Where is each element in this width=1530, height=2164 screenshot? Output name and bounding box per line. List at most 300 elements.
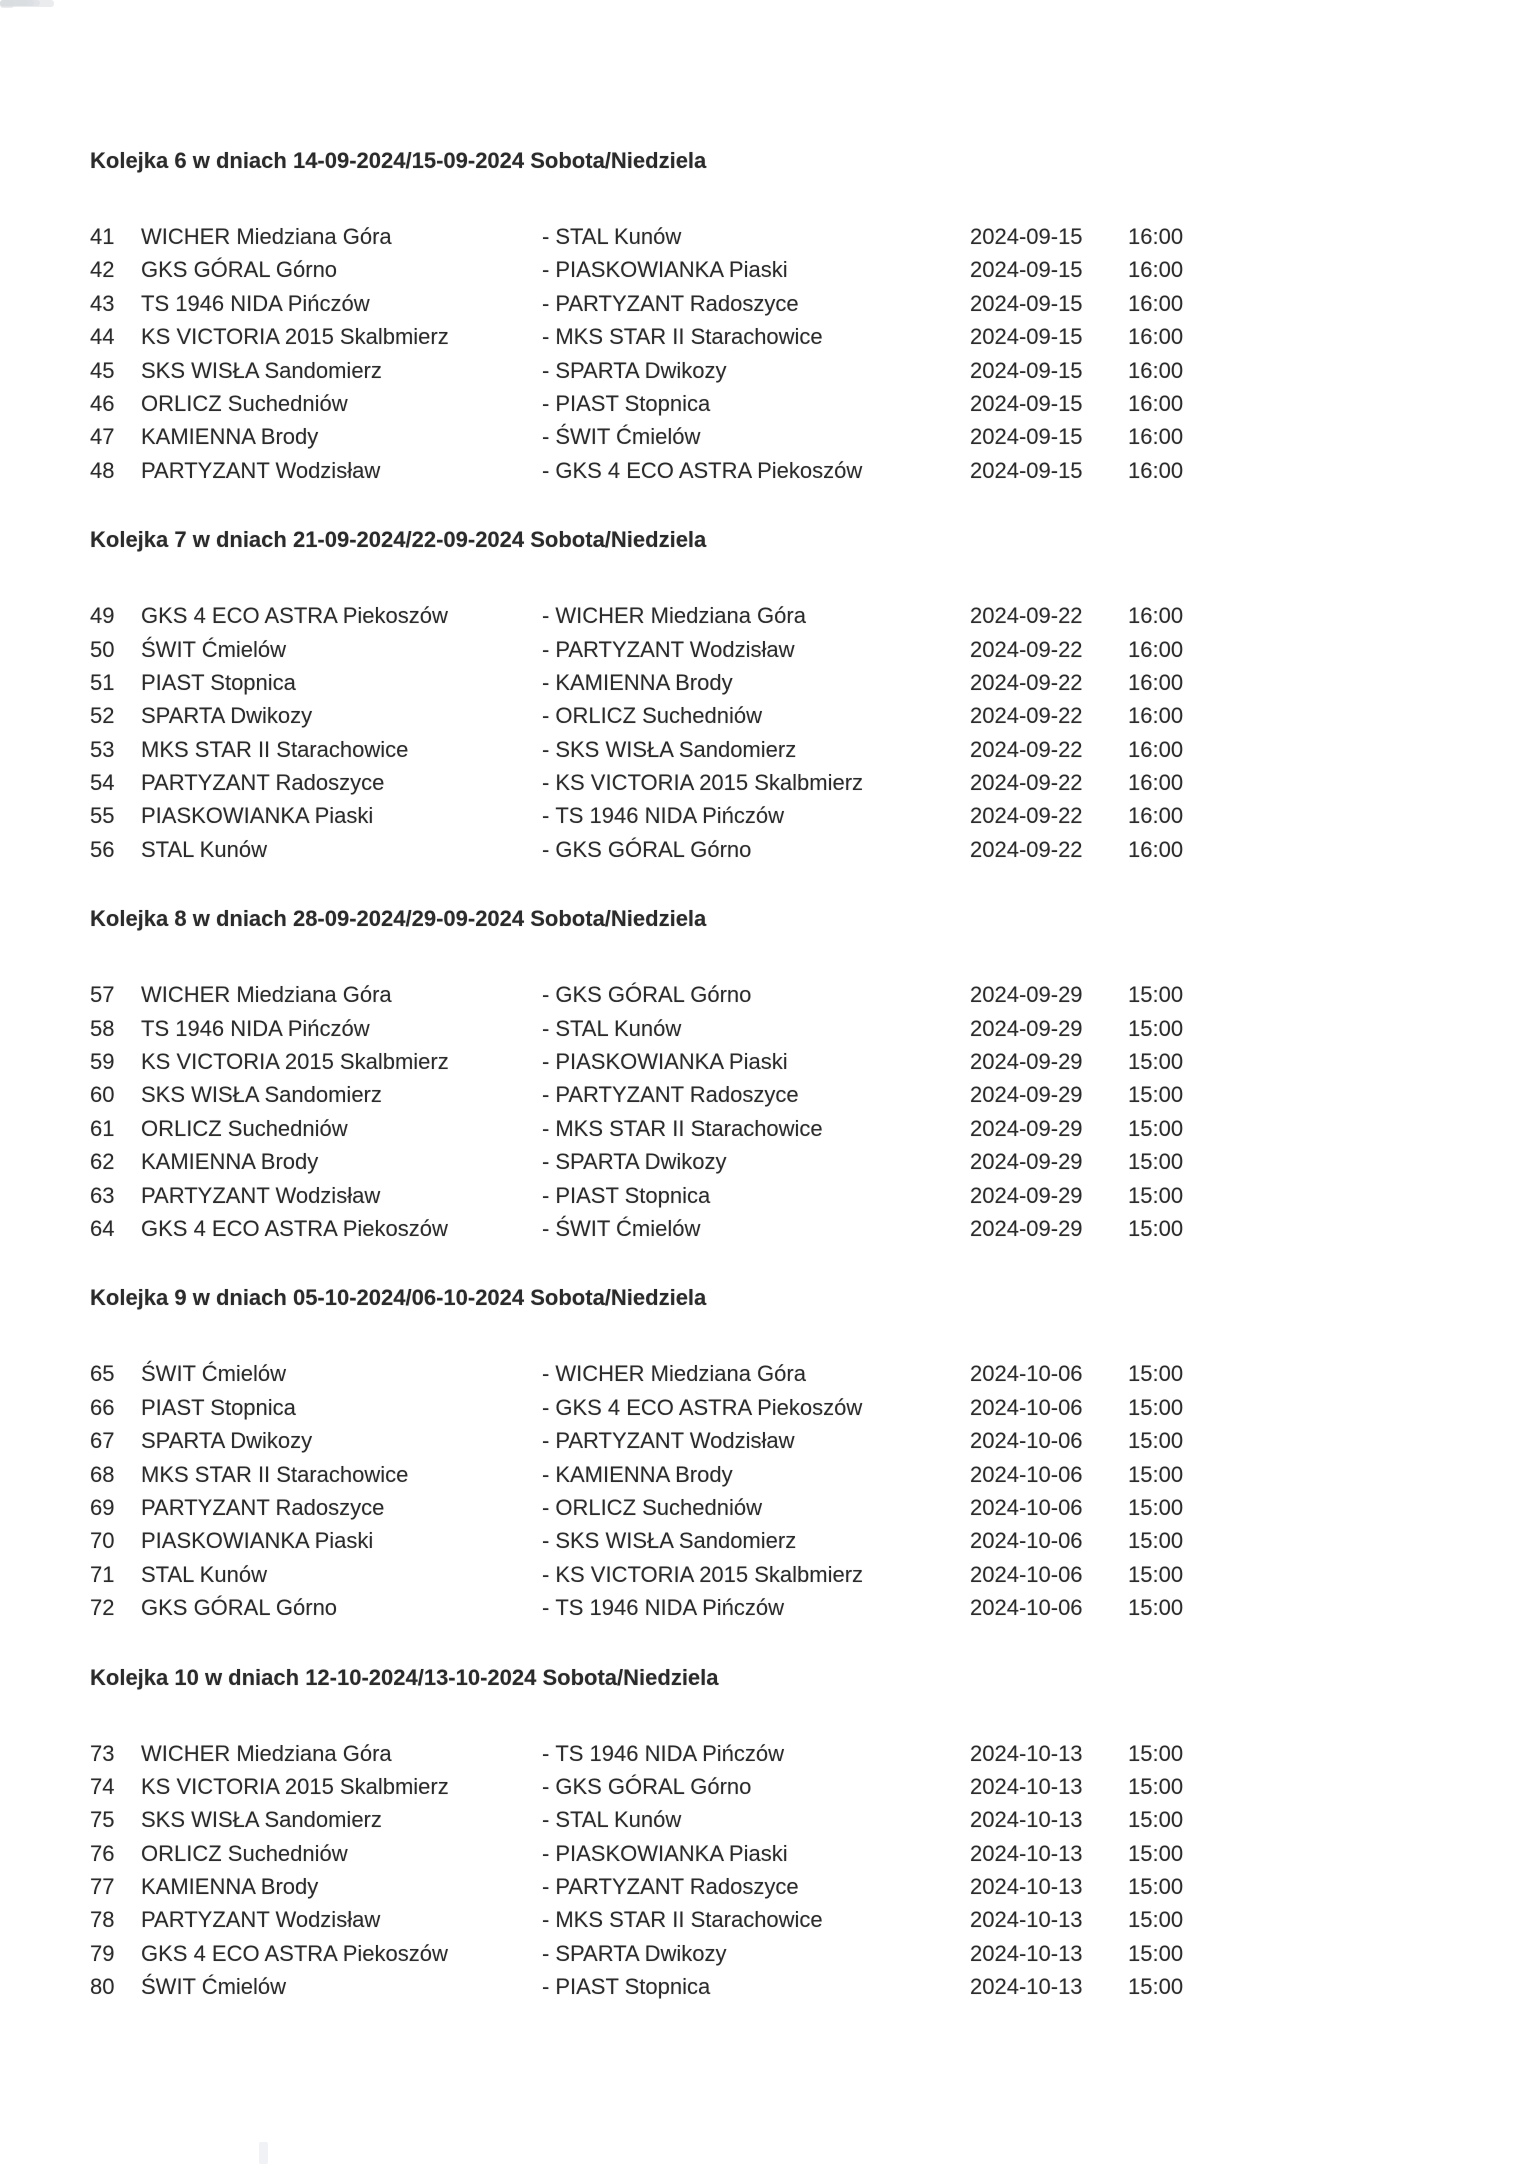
home-cell xyxy=(90,320,449,353)
match-row xyxy=(90,220,1450,253)
match-time: 15:00 xyxy=(1128,1974,1184,2000)
round-title: Kolejka 9 w dniach 05-10-2024/06-10-2024 Sobota/Niedziela xyxy=(90,1285,707,1311)
home-cell xyxy=(90,666,296,699)
match-row xyxy=(90,1903,1450,1936)
dash-separator: - xyxy=(542,1428,550,1454)
match-row xyxy=(90,699,1450,732)
home-team: WICHER Miedziana Góra xyxy=(141,982,392,1008)
dash-separator: - xyxy=(542,669,550,695)
match-time: 16:00 xyxy=(1128,636,1184,662)
match-row xyxy=(90,1012,1450,1045)
dash-separator: - xyxy=(542,1595,550,1621)
dash-separator: - xyxy=(542,424,550,450)
home-team: PARTYZANT Radoszyce xyxy=(141,770,385,796)
match-time: 15:00 xyxy=(1128,982,1184,1008)
home-cell xyxy=(90,1424,312,1457)
match-row xyxy=(90,799,1450,832)
home-cell xyxy=(90,1391,296,1424)
match-row xyxy=(90,1591,1450,1624)
dash-separator: - xyxy=(542,1840,550,1866)
away-cell xyxy=(542,633,795,666)
match-row xyxy=(90,666,1450,699)
match-date: 2024-10-06 xyxy=(970,1428,1083,1454)
away-cell xyxy=(542,253,788,286)
away-cell xyxy=(542,799,784,832)
home-cell xyxy=(90,599,448,632)
home-team: PARTYZANT Wodzisław xyxy=(141,1182,381,1208)
dash-separator: - xyxy=(542,390,550,416)
match-row xyxy=(90,1112,1450,1145)
dash-separator: - xyxy=(542,636,550,662)
home-team: KAMIENNA Brody xyxy=(141,424,319,450)
match-time: 16:00 xyxy=(1128,424,1184,450)
away-team: ORLICZ Suchedniów xyxy=(555,703,762,729)
match-row xyxy=(90,253,1450,286)
match-number: 48 xyxy=(90,457,115,483)
match-date: 2024-09-15 xyxy=(970,224,1083,249)
away-cell xyxy=(542,833,751,866)
match-date: 2024-10-06 xyxy=(970,1595,1083,1621)
match-number: 78 xyxy=(90,1907,115,1933)
away-cell xyxy=(542,1045,788,1078)
away-cell xyxy=(542,1491,762,1524)
away-team: ŚWIT Ćmielów xyxy=(555,1215,701,1241)
away-cell xyxy=(542,1770,751,1803)
match-date: 2024-09-15 xyxy=(970,357,1083,383)
away-cell xyxy=(542,1212,700,1245)
dash-separator: - xyxy=(542,603,550,629)
match-time: 15:00 xyxy=(1128,1115,1184,1141)
away-team: TS 1946 NIDA Pińczów xyxy=(555,1595,784,1621)
match-row xyxy=(90,1145,1450,1178)
match-number: 59 xyxy=(90,1049,115,1075)
round-title: Kolejka 10 w dniach 12-10-2024/13-10-2024 Sobota/Niedziela xyxy=(90,1664,719,1690)
home-cell xyxy=(90,1491,384,1524)
match-list xyxy=(90,1357,1450,1624)
home-team: SKS WISŁA Sandomierz xyxy=(141,1807,382,1833)
away-team: SKS WISŁA Sandomierz xyxy=(555,736,797,762)
home-cell xyxy=(90,220,392,253)
round-section xyxy=(90,1285,1450,1624)
match-date: 2024-09-29 xyxy=(970,1082,1083,1108)
match-time: 16:00 xyxy=(1128,669,1184,695)
match-row xyxy=(90,1737,1450,1770)
match-date: 2024-09-22 xyxy=(970,703,1083,729)
away-team: KS VICTORIA 2015 Skalbmierz xyxy=(555,1561,864,1587)
match-time: 16:00 xyxy=(1128,736,1184,762)
match-date: 2024-09-15 xyxy=(970,457,1083,483)
away-team: PIASKOWIANKA Piaski xyxy=(555,1049,788,1075)
home-team: MKS STAR II Starachowice xyxy=(141,1461,409,1487)
match-list xyxy=(90,220,1450,487)
home-cell xyxy=(90,633,286,666)
away-team: STAL Kunów xyxy=(555,1807,682,1833)
match-date: 2024-10-13 xyxy=(970,1940,1083,1966)
dash-separator: - xyxy=(542,1015,550,1041)
home-cell xyxy=(90,1112,348,1145)
match-row xyxy=(90,599,1450,632)
match-row xyxy=(90,1524,1450,1557)
match-date: 2024-10-06 xyxy=(970,1461,1083,1487)
match-number: 69 xyxy=(90,1494,115,1520)
dash-separator: - xyxy=(542,1394,550,1420)
away-team: SKS WISŁA Sandomierz xyxy=(555,1528,797,1554)
match-number: 76 xyxy=(90,1840,115,1866)
match-row xyxy=(90,420,1450,453)
home-cell xyxy=(90,1591,337,1624)
match-row xyxy=(90,287,1450,320)
match-number: 68 xyxy=(90,1461,115,1487)
round-section xyxy=(90,527,1450,866)
away-cell xyxy=(542,1870,799,1903)
match-time: 15:00 xyxy=(1128,1773,1184,1799)
match-date: 2024-09-22 xyxy=(970,636,1083,662)
away-cell xyxy=(542,599,806,632)
match-number: 75 xyxy=(90,1807,115,1833)
match-list xyxy=(90,1737,1450,2004)
away-cell xyxy=(542,320,823,353)
home-team: WICHER Miedziana Góra xyxy=(141,224,392,249)
match-date: 2024-09-29 xyxy=(970,1015,1083,1041)
match-time: 15:00 xyxy=(1128,1428,1184,1454)
dash-separator: - xyxy=(542,1082,550,1108)
away-cell xyxy=(542,1179,710,1212)
match-number: 49 xyxy=(90,603,115,629)
home-team: ORLICZ Suchedniów xyxy=(141,390,348,416)
match-time: 15:00 xyxy=(1128,1595,1184,1621)
match-row xyxy=(90,1212,1450,1245)
match-date: 2024-09-29 xyxy=(970,1049,1083,1075)
away-cell xyxy=(542,1558,863,1591)
match-number: 62 xyxy=(90,1149,115,1175)
scan-artifact xyxy=(259,2142,268,2164)
home-team: PIASKOWIANKA Piaski xyxy=(141,803,374,829)
match-date: 2024-10-13 xyxy=(970,1740,1083,1766)
away-cell xyxy=(542,420,700,453)
dash-separator: - xyxy=(542,1215,550,1241)
round-section xyxy=(90,906,1450,1245)
match-number: 45 xyxy=(90,357,115,383)
match-date: 2024-10-06 xyxy=(970,1494,1083,1520)
match-row xyxy=(90,1870,1450,1903)
round-title: Kolejka 6 w dniach 14-09-2024/15-09-2024 Sobota/Niedziela xyxy=(90,148,707,173)
match-time: 16:00 xyxy=(1128,836,1184,862)
home-cell xyxy=(90,1045,449,1078)
dash-separator: - xyxy=(542,324,550,350)
match-time: 15:00 xyxy=(1128,1082,1184,1108)
match-date: 2024-09-22 xyxy=(970,669,1083,695)
match-number: 52 xyxy=(90,703,115,729)
match-time: 15:00 xyxy=(1128,1394,1184,1420)
home-team: GKS GÓRAL Górno xyxy=(141,257,338,283)
round-section xyxy=(90,148,1450,487)
match-date: 2024-10-13 xyxy=(970,1807,1083,1833)
match-number: 65 xyxy=(90,1361,115,1387)
home-team: STAL Kunów xyxy=(141,836,267,862)
home-cell xyxy=(90,1558,267,1591)
dash-separator: - xyxy=(542,1461,550,1487)
match-row xyxy=(90,1970,1450,2003)
away-cell xyxy=(542,354,726,387)
away-team: SPARTA Dwikozy xyxy=(555,1149,727,1175)
home-cell xyxy=(90,1212,448,1245)
away-team: PARTYZANT Wodzisław xyxy=(555,1428,795,1454)
match-time: 15:00 xyxy=(1128,1740,1184,1766)
match-time: 15:00 xyxy=(1128,1940,1184,1966)
match-date: 2024-09-22 xyxy=(970,736,1083,762)
match-number: 43 xyxy=(90,290,115,316)
away-cell xyxy=(542,1357,806,1390)
away-cell xyxy=(542,287,799,320)
away-cell xyxy=(542,1803,681,1836)
match-number: 63 xyxy=(90,1182,115,1208)
round-title: Kolejka 8 w dniach 28-09-2024/29-09-2024 Sobota/Niedziela xyxy=(90,906,707,932)
home-cell xyxy=(90,1803,382,1836)
away-team: PIASKOWIANKA Piaski xyxy=(555,257,788,283)
match-date: 2024-10-06 xyxy=(970,1528,1083,1554)
away-team: SPARTA Dwikozy xyxy=(555,357,727,383)
dash-separator: - xyxy=(542,1974,550,2000)
home-cell xyxy=(90,1870,318,1903)
away-cell xyxy=(542,1737,784,1770)
away-team: MKS STAR II Starachowice xyxy=(555,1907,823,1933)
dash-separator: - xyxy=(542,736,550,762)
match-number: 61 xyxy=(90,1115,115,1141)
home-cell xyxy=(90,766,384,799)
away-cell xyxy=(542,699,762,732)
home-cell xyxy=(90,978,392,1011)
home-team: GKS GÓRAL Górno xyxy=(141,1595,338,1621)
match-row xyxy=(90,978,1450,1011)
away-cell xyxy=(542,1591,784,1624)
match-time: 15:00 xyxy=(1128,1807,1184,1833)
dash-separator: - xyxy=(542,1049,550,1075)
home-team: ŚWIT Ćmielów xyxy=(141,1974,287,2000)
away-cell xyxy=(542,1937,726,1970)
match-row xyxy=(90,1045,1450,1078)
match-row xyxy=(90,1458,1450,1491)
match-time: 16:00 xyxy=(1128,457,1184,483)
round-section xyxy=(90,1665,1450,2004)
dash-separator: - xyxy=(542,1115,550,1141)
home-team: GKS 4 ECO ASTRA Piekoszów xyxy=(141,1940,448,1966)
home-team: TS 1946 NIDA Pińczów xyxy=(141,1015,370,1041)
match-row xyxy=(90,1391,1450,1424)
home-team: GKS 4 ECO ASTRA Piekoszów xyxy=(141,603,448,629)
away-cell xyxy=(542,1391,862,1424)
match-number: 53 xyxy=(90,736,115,762)
match-time: 15:00 xyxy=(1128,1215,1184,1241)
home-cell xyxy=(90,454,380,487)
match-row xyxy=(90,1558,1450,1591)
dash-separator: - xyxy=(542,803,550,829)
match-row xyxy=(90,354,1450,387)
match-time: 16:00 xyxy=(1128,324,1184,350)
home-team: WICHER Miedziana Góra xyxy=(141,1740,392,1766)
match-row xyxy=(90,1179,1450,1212)
away-team: ORLICZ Suchedniów xyxy=(555,1494,762,1520)
home-cell xyxy=(90,1903,380,1936)
dash-separator: - xyxy=(542,982,550,1008)
home-team: PARTYZANT Radoszyce xyxy=(141,1494,385,1520)
match-number: 46 xyxy=(90,390,115,416)
match-time: 16:00 xyxy=(1128,603,1184,629)
dash-separator: - xyxy=(542,1182,550,1208)
dash-separator: - xyxy=(542,1740,550,1766)
match-row xyxy=(90,1837,1450,1870)
home-cell xyxy=(90,1970,286,2003)
match-number: 41 xyxy=(90,224,115,249)
match-time: 16:00 xyxy=(1128,390,1184,416)
match-number: 56 xyxy=(90,836,115,862)
match-number: 74 xyxy=(90,1773,115,1799)
home-cell xyxy=(90,1357,286,1390)
match-number: 70 xyxy=(90,1528,115,1554)
match-row xyxy=(90,1803,1450,1836)
home-cell xyxy=(90,1458,408,1491)
away-team: STAL Kunów xyxy=(555,224,682,249)
match-number: 79 xyxy=(90,1940,115,1966)
away-cell xyxy=(542,978,751,1011)
match-list xyxy=(90,978,1450,1245)
match-date: 2024-10-13 xyxy=(970,1840,1083,1866)
match-date: 2024-09-15 xyxy=(970,390,1083,416)
away-team: MKS STAR II Starachowice xyxy=(555,1115,823,1141)
home-team: SKS WISŁA Sandomierz xyxy=(141,357,382,383)
match-number: 77 xyxy=(90,1874,115,1900)
match-date: 2024-10-13 xyxy=(970,1773,1083,1799)
away-team: GKS GÓRAL Górno xyxy=(555,836,752,862)
away-cell xyxy=(542,1078,799,1111)
away-cell xyxy=(542,1524,796,1557)
match-row xyxy=(90,766,1450,799)
away-cell xyxy=(542,1458,733,1491)
home-cell xyxy=(90,833,267,866)
away-cell xyxy=(542,1424,795,1457)
home-team: SKS WISŁA Sandomierz xyxy=(141,1082,382,1108)
away-team: WICHER Miedziana Góra xyxy=(555,603,806,629)
home-team: KAMIENNA Brody xyxy=(141,1874,319,1900)
match-time: 15:00 xyxy=(1128,1907,1184,1933)
home-cell xyxy=(90,1012,370,1045)
dash-separator: - xyxy=(542,457,550,483)
dash-separator: - xyxy=(542,836,550,862)
dash-separator: - xyxy=(542,770,550,796)
home-cell xyxy=(90,1937,448,1970)
match-number: 50 xyxy=(90,636,115,662)
home-team: PIAST Stopnica xyxy=(141,669,296,695)
away-team: PIAST Stopnica xyxy=(555,390,711,416)
match-row xyxy=(90,454,1450,487)
away-team: SPARTA Dwikozy xyxy=(555,1940,727,1966)
home-team: SPARTA Dwikozy xyxy=(141,703,313,729)
home-team: ORLICZ Suchedniów xyxy=(141,1115,348,1141)
home-team: KAMIENNA Brody xyxy=(141,1149,319,1175)
away-cell xyxy=(542,1970,710,2003)
home-cell xyxy=(90,1179,380,1212)
match-date: 2024-09-22 xyxy=(970,836,1083,862)
match-date: 2024-09-22 xyxy=(970,803,1083,829)
match-row xyxy=(90,1078,1450,1111)
match-date: 2024-09-29 xyxy=(970,1149,1083,1175)
match-time: 16:00 xyxy=(1128,770,1184,796)
match-time: 15:00 xyxy=(1128,1494,1184,1520)
match-number: 71 xyxy=(90,1561,115,1587)
match-time: 15:00 xyxy=(1128,1182,1184,1208)
match-number: 55 xyxy=(90,803,115,829)
match-row xyxy=(90,733,1450,766)
away-team: PARTYZANT Radoszyce xyxy=(555,290,799,316)
match-number: 42 xyxy=(90,257,115,283)
away-cell xyxy=(542,1903,823,1936)
home-team: PIASKOWIANKA Piaski xyxy=(141,1528,374,1554)
match-time: 16:00 xyxy=(1128,224,1184,249)
home-cell xyxy=(90,799,373,832)
home-cell xyxy=(90,699,312,732)
match-row xyxy=(90,1424,1450,1457)
home-cell xyxy=(90,420,318,453)
dash-separator: - xyxy=(542,1907,550,1933)
home-team: MKS STAR II Starachowice xyxy=(141,736,409,762)
away-team: GKS 4 ECO ASTRA Piekoszów xyxy=(555,1394,863,1420)
match-time: 15:00 xyxy=(1128,1461,1184,1487)
away-team: MKS STAR II Starachowice xyxy=(555,324,823,350)
away-cell xyxy=(542,220,681,253)
match-row xyxy=(90,1937,1450,1970)
home-team: STAL Kunów xyxy=(141,1561,267,1587)
dash-separator: - xyxy=(542,1874,550,1900)
dash-separator: - xyxy=(542,1494,550,1520)
home-team: PARTYZANT Wodzisław xyxy=(141,457,381,483)
match-number: 51 xyxy=(90,669,115,695)
away-team: STAL Kunów xyxy=(555,1015,682,1041)
match-time: 16:00 xyxy=(1128,290,1184,316)
match-number: 67 xyxy=(90,1428,115,1454)
dash-separator: - xyxy=(542,290,550,316)
home-cell xyxy=(90,287,370,320)
match-row xyxy=(90,387,1450,420)
dash-separator: - xyxy=(542,1773,550,1799)
match-date: 2024-10-13 xyxy=(970,1874,1083,1900)
rounds-container xyxy=(90,148,1450,2044)
home-team: PIAST Stopnica xyxy=(141,1394,296,1420)
home-cell xyxy=(90,1770,449,1803)
match-time: 16:00 xyxy=(1128,703,1184,729)
home-team: SPARTA Dwikozy xyxy=(141,1428,313,1454)
match-number: 44 xyxy=(90,324,115,350)
match-row xyxy=(90,1491,1450,1524)
match-time: 15:00 xyxy=(1128,1561,1184,1587)
match-row xyxy=(90,833,1450,866)
match-number: 80 xyxy=(90,1974,115,2000)
away-cell xyxy=(542,1012,681,1045)
match-date: 2024-09-15 xyxy=(970,257,1083,283)
away-team: KS VICTORIA 2015 Skalbmierz xyxy=(555,770,864,796)
home-team: TS 1946 NIDA Pińczów xyxy=(141,290,370,316)
match-date: 2024-09-29 xyxy=(970,982,1083,1008)
dash-separator: - xyxy=(542,1940,550,1966)
match-list xyxy=(90,599,1450,866)
match-time: 16:00 xyxy=(1128,257,1184,283)
away-team: PARTYZANT Wodzisław xyxy=(555,636,795,662)
match-date: 2024-09-15 xyxy=(970,290,1083,316)
match-number: 54 xyxy=(90,770,115,796)
match-row xyxy=(90,320,1450,353)
home-cell xyxy=(90,354,382,387)
home-cell xyxy=(90,1737,392,1770)
away-team: PIASKOWIANKA Piaski xyxy=(555,1840,788,1866)
match-date: 2024-10-13 xyxy=(970,1974,1083,2000)
